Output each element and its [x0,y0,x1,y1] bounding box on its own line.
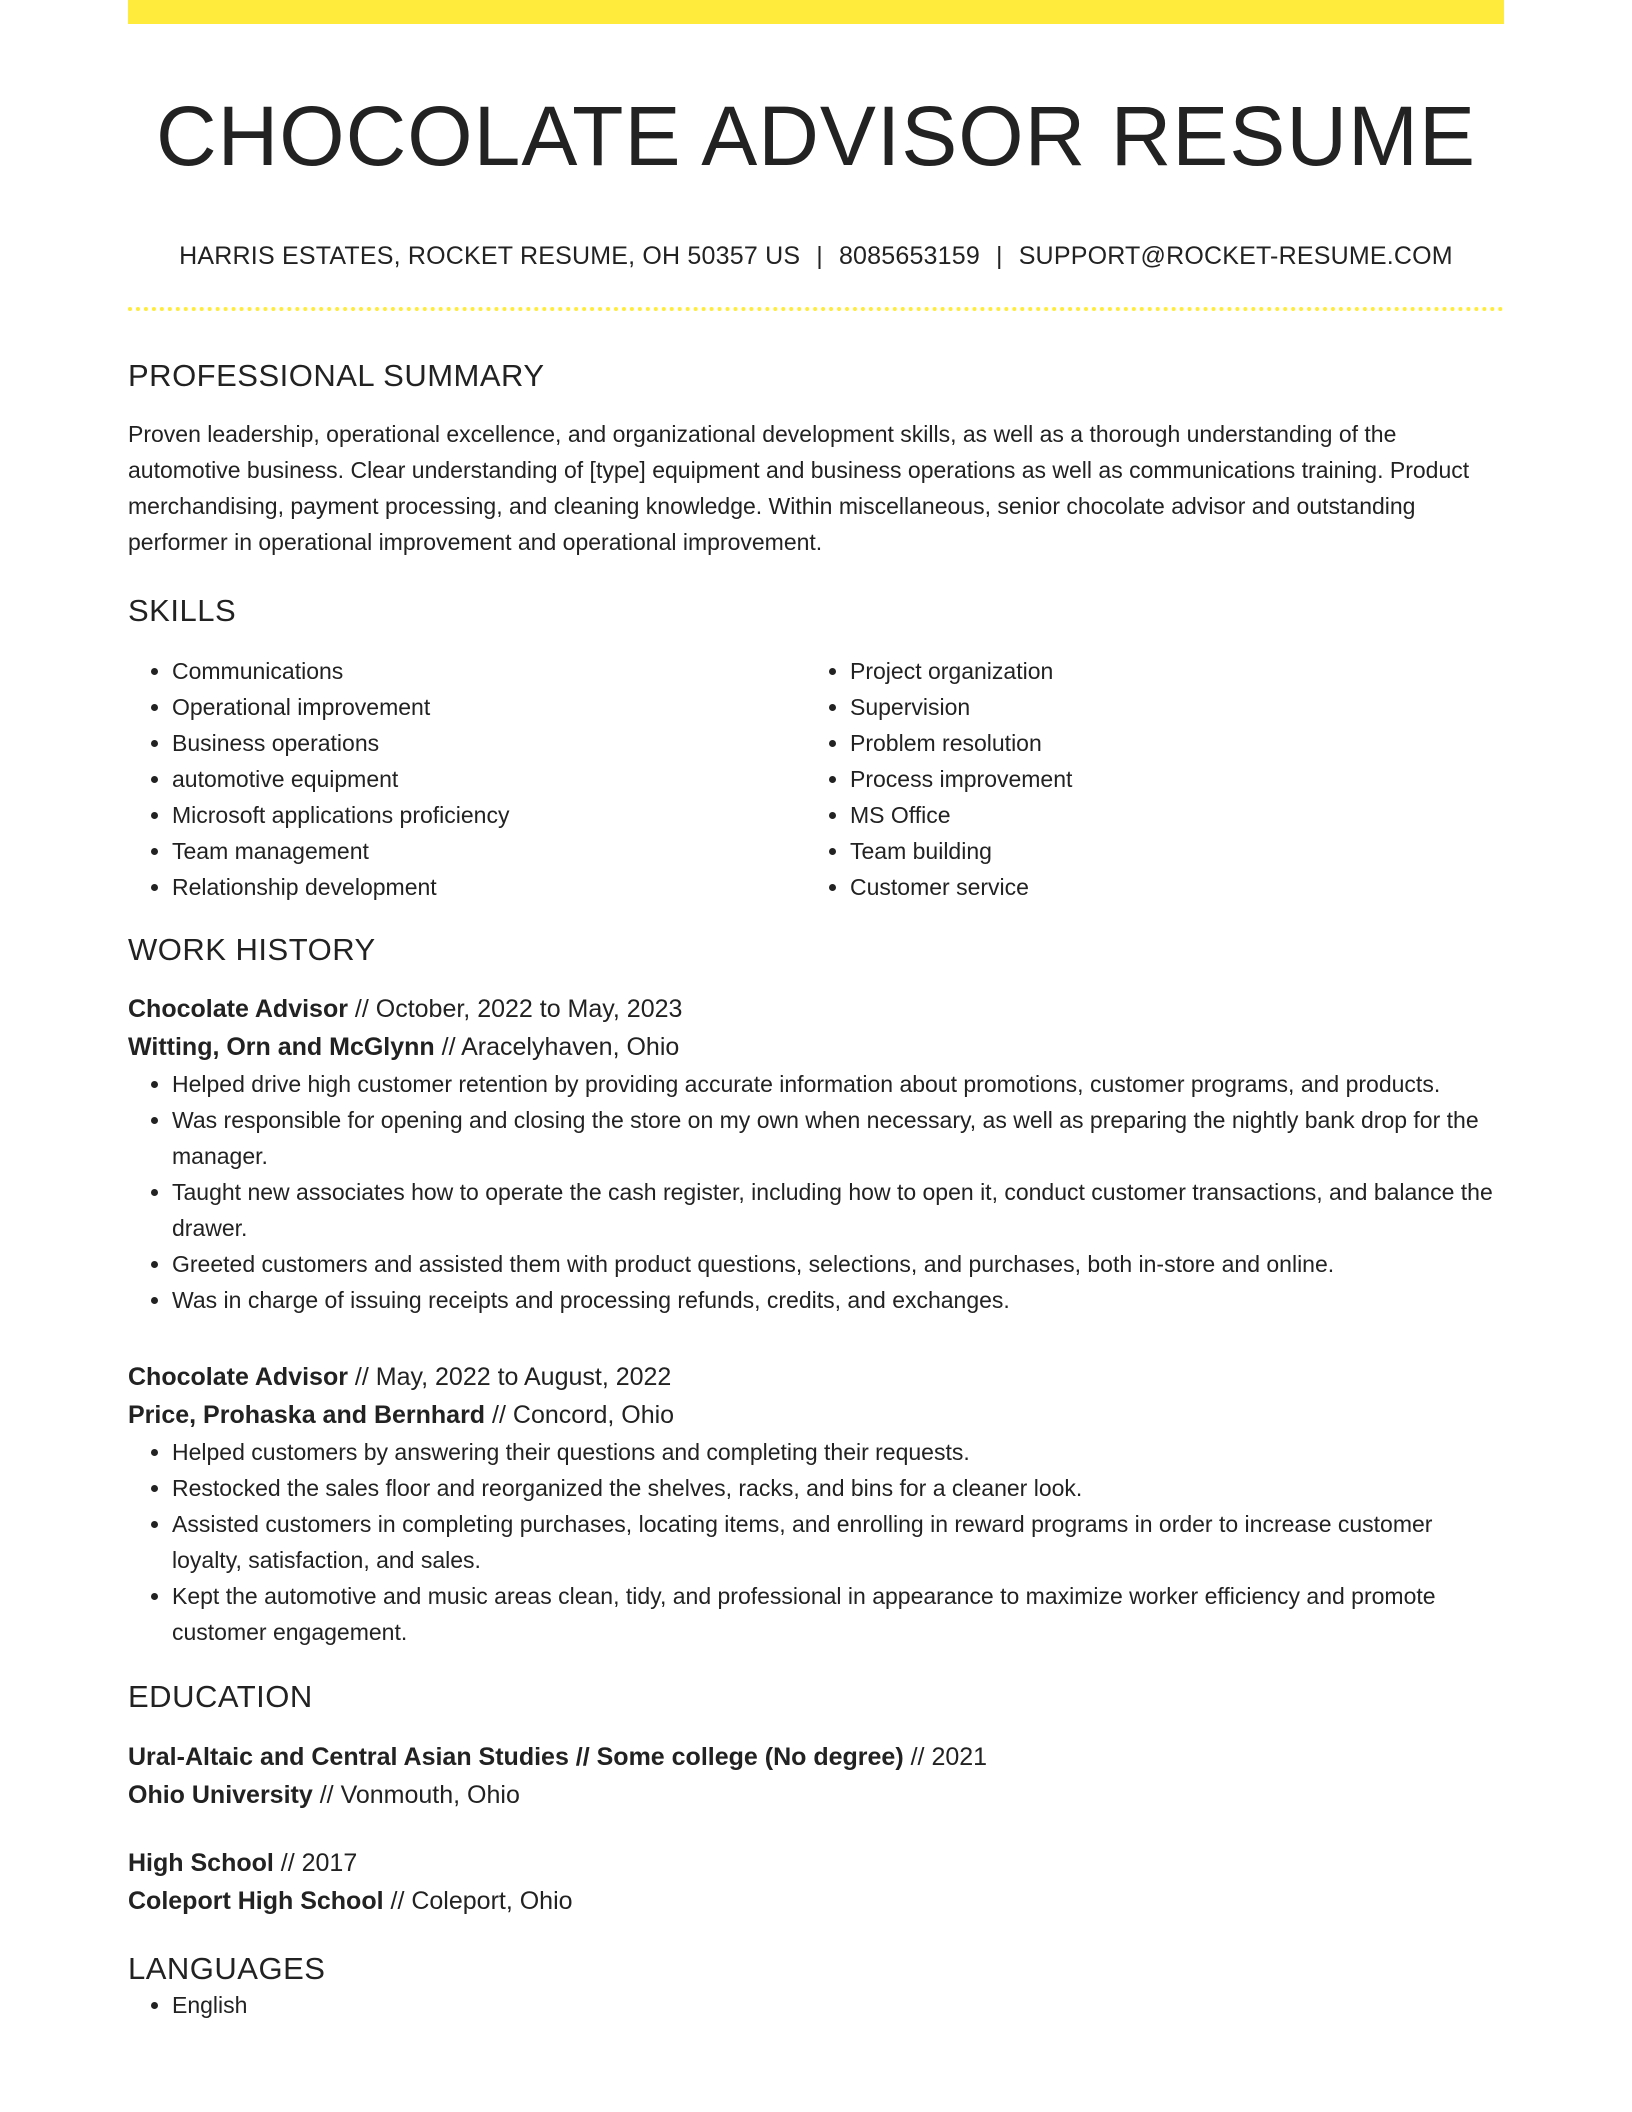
job-bullet: • Restocked the sales floor and reorganized the shelves, racks, and bins for a cleaner look. [172,1470,1504,1506]
resume-page [128,0,1504,2023]
job-bullet: • Greeted customers and assisted them with product questions, selections, and purchases, both in-store and online. [172,1246,1504,1282]
job-bullet: • Helped drive high customer retention by providing accurate information about promotions, customer programs, and products. [172,1066,1504,1102]
education-school-line [128,1776,1504,1814]
resume-title: CHOCOLATE ADVISOR RESUME [155,89,1476,183]
skill-item: • Project organization [850,653,1484,689]
job-bullet: • Taught new associates how to operate the cash register, including how to open it, conduct customer transactions, and balance the drawer. [172,1174,1504,1246]
summary-text: Proven leadership, operational excellence, and organizational development skills, as well as a thorough understanding of the automotive business. Clear understanding of [type] equipment and business operations as well as communications training. Product merchandising, payment processing, and cleaning knowledge. Within miscellaneous, senior chocolate advisor and outstanding performer in operational improvement and operational improvement. [128,420,1470,555]
education-year: 2017 [301,1848,358,1877]
job-bullet: • Was in charge of issuing receipts and processing refunds, credits, and exchanges. [172,1282,1504,1318]
field-separator: // [347,1363,376,1392]
skills-heading: SKILLS [128,592,237,628]
field-separator: // [434,1033,462,1062]
contact-separator: | [995,241,1003,270]
skill-item: • Process improvement [850,761,1484,797]
job-dates: May, 2022 to August, 2022 [375,1363,672,1392]
education-year: 2021 [931,1742,988,1771]
work-history-heading: WORK HISTORY [128,932,376,968]
education-location: Coleport, Ohio [411,1886,573,1915]
skill-item: • Supervision [850,689,1484,725]
contact-email: SUPPORT@ROCKET-RESUME.COM [1018,241,1453,270]
job-entry [128,1358,1504,1650]
job-company-line [128,1396,1504,1434]
job-role-line [128,990,1504,1028]
job-role-line [128,1358,1504,1396]
education-degree-line [128,1844,1504,1882]
field-separator: // [485,1401,513,1430]
skill-item: • Operational improvement [172,689,806,725]
job-bullet: • Assisted customers in completing purchases, locating items, and enrolling in reward programs in order to increase customer loyalty, satisfaction, and sales. [172,1506,1504,1578]
education-location: Vonmouth, Ohio [340,1780,520,1809]
skills-column-left [128,653,806,905]
skill-item: • MS Office [850,797,1484,833]
job-bullet: • Kept the automotive and music areas clean, tidy, and professional in appearance to maximize worker efficiency and promote customer engagement. [172,1578,1504,1650]
skill-item: • Business operations [172,725,806,761]
dotted-divider [128,307,1504,311]
education-degree-line [128,1738,1504,1776]
field-separator: // [903,1742,932,1771]
field-separator: // [273,1848,302,1877]
job-company: Witting, Orn and McGlynn [128,1033,435,1062]
contact-separator: | [816,241,823,270]
skill-item: • automotive equipment [172,761,806,797]
skill-item: • Microsoft applications proficiency [172,797,806,833]
skills-column-right [806,653,1484,905]
skill-item: • Team management [172,833,806,869]
job-location: Aracelyhaven, Ohio [461,1033,680,1062]
education-entry [128,1844,1504,1920]
job-company: Price, Prohaska and Bernhard [128,1401,486,1430]
job-company-line [128,1028,1504,1066]
languages-heading: LANGUAGES [128,1950,326,1986]
education-school: Ohio University [128,1780,313,1809]
language-item: • English [172,1987,1504,2023]
skills-list [128,653,1504,905]
skill-item: • Communications [172,653,806,689]
languages-list [128,1987,1504,2023]
field-separator: // [383,1886,412,1915]
education-degree: Ural-Altaic and Central Asian Studies // Some college (No degree) [128,1742,904,1771]
education-school: Coleport High School [128,1886,384,1915]
contact-phone: 8085653159 [838,241,980,270]
skill-item: • Problem resolution [850,725,1484,761]
field-separator: // [347,995,376,1024]
education-degree: High School [128,1848,274,1877]
accent-top-bar [128,0,1504,24]
summary-heading: PROFESSIONAL SUMMARY [128,357,545,393]
education-school-line [128,1882,1504,1920]
job-dates: October, 2022 to May, 2023 [375,995,683,1024]
contact-address: HARRIS ESTATES, ROCKET RESUME, OH 50357 US [179,241,801,270]
skill-item: • Relationship development [172,869,806,905]
education-entry [128,1738,1504,1814]
job-bullets [128,1434,1504,1650]
job-bullet: • Was responsible for opening and closing the store on my own when necessary, as well as preparing the nightly bank drop for the manager. [172,1102,1504,1174]
contact-line [128,241,1504,271]
job-role: Chocolate Advisor [128,1363,348,1392]
skill-item: • Team building [850,833,1484,869]
skill-item: • Customer service [850,869,1484,905]
job-bullet: • Helped customers by answering their questions and completing their requests. [172,1434,1504,1470]
job-entry [128,990,1504,1318]
field-separator: // [312,1780,341,1809]
education-heading: EDUCATION [128,1679,313,1715]
job-role: Chocolate Advisor [128,995,348,1024]
job-bullets [128,1066,1504,1318]
job-location: Concord, Ohio [512,1401,675,1430]
